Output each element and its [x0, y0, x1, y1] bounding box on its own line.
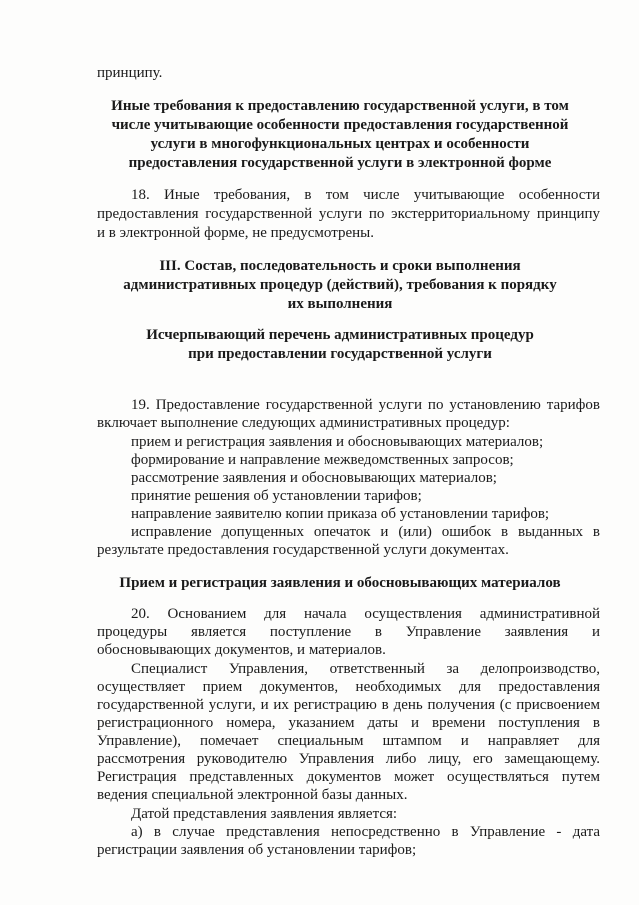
procedure-item-4: принятие решения об установлении тарифов; — [131, 488, 422, 504]
item-18-line-3: и в электронной форме, не предусмотрены. — [97, 225, 374, 241]
heading-other-requirements-4: предоставления государственной услуги в электронной форме — [128, 155, 552, 171]
procedure-item-3: рассмотрение заявления и обосновывающих материалов; — [131, 470, 497, 486]
item-19-line-2: включает выполнение следующих административных процедур: — [97, 415, 510, 431]
procedure-item-2: формирование и направление межведомственных запросов; — [131, 452, 514, 468]
reception-heading: Прием и регистрация заявления и обосновывающих материалов — [119, 575, 561, 591]
procedure-item-6-line-1: исправление допущенных опечаток и (или) ошибок в выданных в — [131, 524, 600, 540]
section-3-heading-1: III. Состав, последовательность и сроки выполнения — [159, 258, 521, 274]
item-18-line-1: 18. Иные требования, в том числе учитывающие особенности — [131, 187, 600, 203]
section-3-heading-2: административных процедур (действий), требования к порядку — [123, 277, 557, 293]
heading-other-requirements-2: числе учитывающие особенности предоставления государственной — [111, 117, 569, 133]
continuation-line: принципу. — [97, 65, 163, 81]
specialist-para-line-7: Регистрация представленных документов может осуществляться путем — [97, 769, 600, 785]
submission-date-a-line-1: а) в случае представления непосредственно в Управление - дата — [131, 824, 600, 840]
specialist-para-line-6: рассмотрения руководителю Управления либо лицу, его замещающему. — [97, 751, 600, 767]
specialist-para-line-8: ведения специальной электронной базы данных. — [97, 787, 408, 803]
item-20-line-2: процедуры является поступление в Управление заявления и — [97, 624, 600, 640]
item-19-line-1: 19. Предоставление государственной услуги по установлению тарифов — [131, 397, 600, 413]
heading-other-requirements-3: услуги в многофункциональных центрах и особенности — [150, 136, 530, 152]
heading-other-requirements-1: Иные требования к предоставлению государственной услуги, в том — [111, 98, 569, 114]
item-18-line-2: предоставления государственной услуги по экстерриториальному принципу — [97, 206, 600, 222]
submission-date-line: Датой представления заявления является: — [131, 806, 398, 822]
specialist-para-line-4: регистрационного номера, указанием даты и времени поступления в — [97, 715, 600, 731]
specialist-para-line-5: Управление), помечает специальным штампом и направляет для — [97, 733, 600, 749]
procedures-list-heading-2: при предоставлении государственной услуги — [188, 346, 492, 362]
specialist-para-line-2: осуществляет прием документов, необходимых для предоставления — [97, 679, 600, 695]
section-3-heading-3: их выполнения — [287, 296, 393, 312]
item-20-line-3: обосновывающих документов, и материалов. — [97, 642, 386, 658]
specialist-para-line-1: Специалист Управления, ответственный за делопроизводство, — [131, 661, 600, 677]
procedure-item-1: прием и регистрация заявления и обосновывающих материалов; — [131, 434, 544, 450]
procedure-item-5: направление заявителю копии приказа об установлении тарифов; — [131, 506, 550, 522]
procedure-item-6-line-2: результате предоставления государственной услуги документах. — [97, 542, 509, 558]
submission-date-a-line-2: регистрации заявления об установлении тарифов; — [97, 842, 417, 858]
specialist-para-line-3: государственной услуги, и их регистрацию в день получения (с присвоением — [97, 697, 600, 713]
procedures-list-heading-1: Исчерпывающий перечень административных процедур — [146, 327, 534, 343]
item-20-line-1: 20. Основанием для начала осуществления административной — [131, 606, 600, 622]
